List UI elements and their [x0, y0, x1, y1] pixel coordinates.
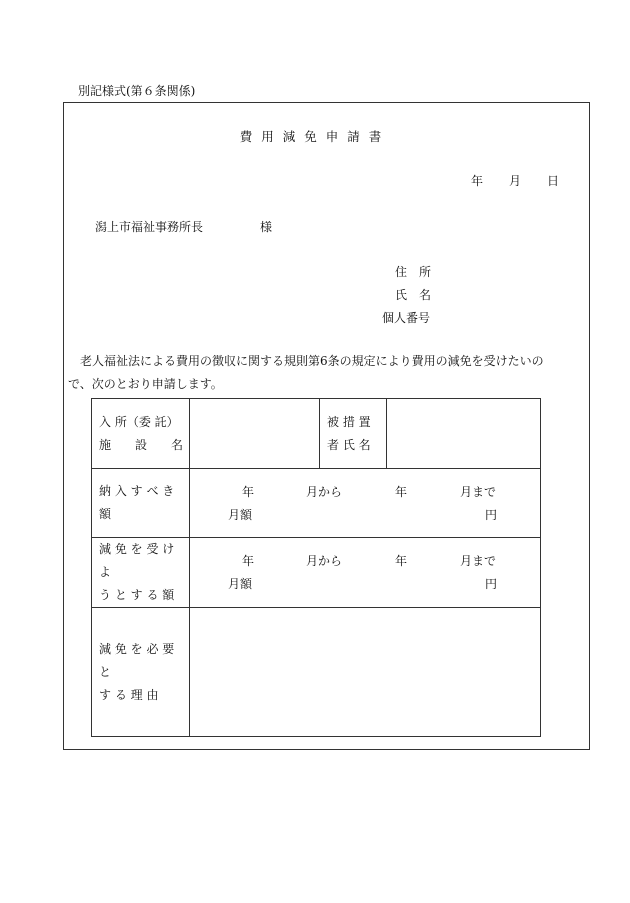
body-text-line-1: 老人福祉法による費用の徴収に関する規則第6条の規定により費用の減免を受けたいの	[80, 354, 544, 368]
reduction-label-line-1: 減 免 を 受 け よ	[99, 542, 175, 579]
payable-amount-field[interactable]	[190, 469, 541, 538]
reason-label-cell	[92, 608, 190, 737]
person-label-line-1: 被 措 置	[327, 414, 371, 429]
reduction-label-line-2: う と す る 額	[99, 588, 175, 602]
recipient-name: 潟上市福祉事務所長	[95, 220, 204, 234]
applicant-personal-number-label: 個人番号	[382, 311, 431, 325]
date-day-label: 日	[547, 174, 560, 188]
application-table	[91, 398, 541, 737]
reason-label-line-2: す る 理 由	[99, 687, 159, 702]
applicant-address-label: 住 所	[395, 265, 432, 279]
person-label-line-2: 者 氏 名	[327, 437, 371, 452]
reason-row	[92, 608, 541, 737]
facility-label-line-2: 施 設 名	[99, 437, 184, 452]
payable-yen-label: 円	[485, 508, 498, 522]
form-number: 別記様式(第６条関係)	[78, 84, 196, 98]
payable-row	[92, 469, 541, 538]
reduction-from-year: 年	[242, 554, 255, 568]
reduction-yen-label: 円	[485, 577, 498, 591]
person-label-cell	[320, 399, 387, 469]
reduction-monthly-label: 月額	[228, 577, 253, 591]
payable-until-year: 年	[395, 485, 408, 499]
applicant-name-label: 氏 名	[395, 288, 432, 302]
date-month-label: 月	[509, 174, 522, 188]
body-text-line-2: で、次のとおり申請します。	[68, 377, 223, 391]
payable-until-month: 月まで	[460, 485, 497, 499]
payable-monthly-label: 月額	[228, 508, 253, 522]
reason-label-line-1: 減 免 を 必 要 と	[99, 641, 175, 679]
facility-name-field[interactable]	[190, 399, 320, 469]
facility-label-line-1: 入 所（委 託）	[99, 414, 179, 429]
reason-field[interactable]	[190, 608, 541, 737]
reduction-label-cell	[92, 538, 190, 608]
payable-from-month: 月から	[306, 485, 343, 499]
reduction-row	[92, 538, 541, 608]
payable-label: 納 入 す べ き 額	[99, 484, 175, 521]
form-title: 費用減免申請書	[239, 129, 391, 144]
recipient-honorific: 様	[260, 220, 273, 234]
person-name-field[interactable]	[387, 399, 541, 469]
reduction-until-month: 月まで	[460, 554, 497, 568]
reduction-until-year: 年	[395, 554, 408, 568]
payable-from-year: 年	[242, 485, 255, 499]
date-year-label: 年	[471, 174, 484, 188]
facility-label-cell	[92, 399, 190, 469]
payable-label-cell	[92, 469, 190, 538]
facility-row	[92, 399, 541, 469]
reduction-amount-field[interactable]	[190, 538, 541, 608]
reduction-from-month: 月から	[306, 554, 343, 568]
